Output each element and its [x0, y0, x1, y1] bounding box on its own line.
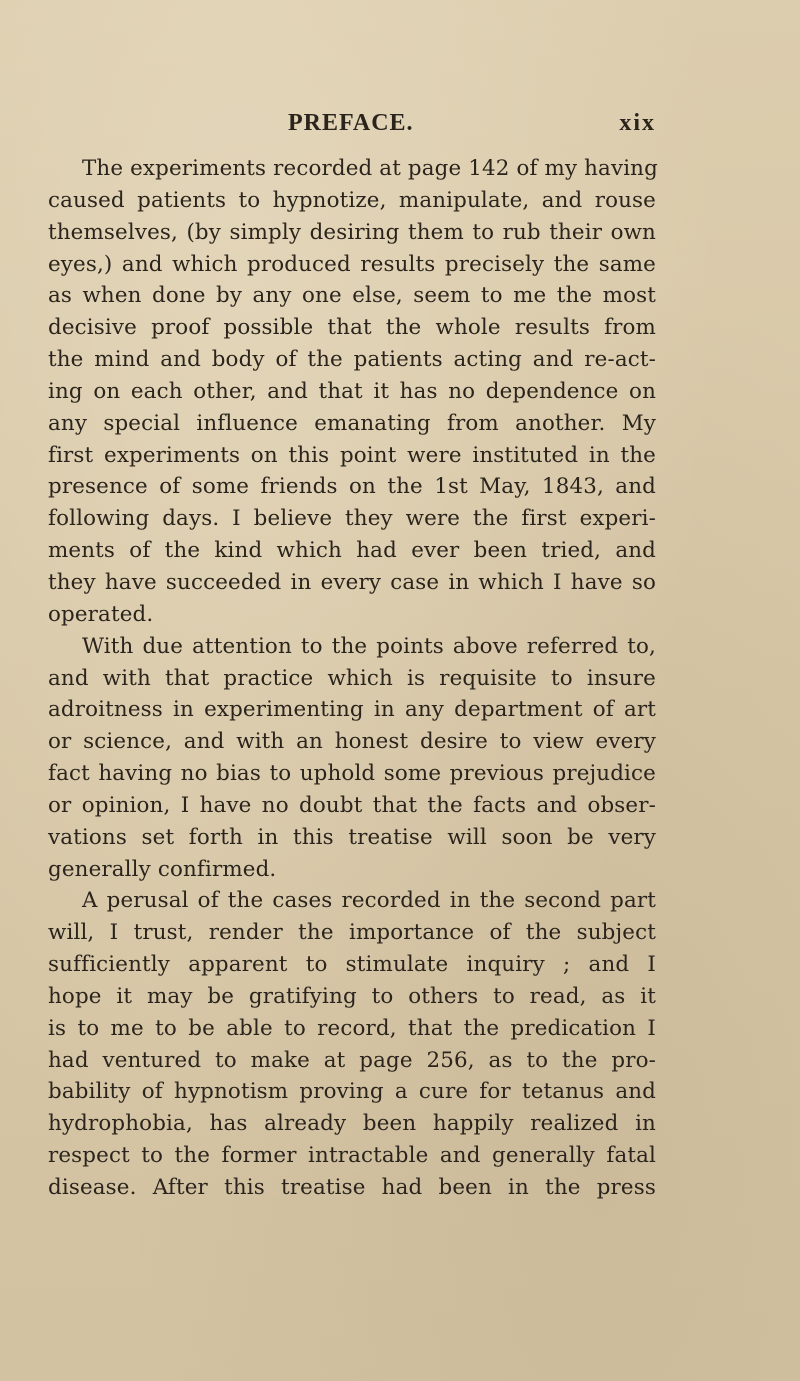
- body-text: [48, 153, 656, 1204]
- text-line: vations set forth in this treatise will soon be very: [48, 824, 656, 850]
- text-line: or science, and with an honest desire to view every: [48, 729, 656, 755]
- running-head: PREFACE.: [288, 110, 414, 136]
- text-line: ments of the kind which had ever been tried, and: [48, 538, 656, 564]
- text-line: they have succeeded in every case in which I have so: [48, 569, 656, 595]
- text-line: disease. After this treatise had been in the press: [48, 1175, 656, 1200]
- text-line: With due attention to the points above referred to,: [82, 633, 656, 659]
- text-line: following days. I believe they were the first experi-: [48, 506, 656, 532]
- text-line: as when done by any one else, seem to me the most: [48, 283, 656, 309]
- text-line: fact having no bias to uphold some previous prejudice: [48, 761, 656, 787]
- text-line: ing on each other, and that it has no dependence on: [48, 378, 656, 404]
- text-line: generally confirmed.: [48, 856, 277, 882]
- text-line: The experiments recorded at page 142 of my having: [82, 156, 658, 181]
- text-line: decisive proof possible that the whole results from: [48, 315, 656, 341]
- text-line: themselves, (by simply desiring them to rub their own: [48, 219, 656, 245]
- text-line: bability of hypnotism proving a cure for tetanus and: [48, 1079, 656, 1105]
- page-header: [48, 106, 656, 140]
- text-line: and with that practice which is requisite to insure: [48, 665, 656, 691]
- text-line: or opinion, I have no doubt that the facts and obser-: [48, 792, 656, 818]
- text-line: the mind and body of the patients acting and re-act-: [48, 347, 656, 373]
- text-line: A perusal of the cases recorded in the second part: [82, 888, 656, 914]
- page-number: xix: [619, 110, 656, 136]
- text-line: adroitness in experimenting in any department of art: [48, 697, 656, 723]
- text-line: eyes,) and which produced results precisely the same: [48, 251, 656, 277]
- text-line: sufficiently apparent to stimulate inquiry ; and I: [48, 952, 656, 978]
- text-line: any special influence emanating from another. My: [48, 410, 656, 436]
- text-line: hope it may be gratifying to others to read, as it: [48, 983, 656, 1009]
- text-line: first experiments on this point were instituted in the: [48, 442, 656, 468]
- text-line: will, I trust, render the importance of the subject: [48, 920, 656, 946]
- text-line: had ventured to make at page 256, as to the pro-: [48, 1047, 656, 1073]
- text-line: caused patients to hypnotize, manipulate, and rouse: [48, 187, 656, 213]
- text-line: is to me to be able to record, that the predication I: [48, 1015, 656, 1041]
- text-line: hydrophobia, has already been happily realized in: [48, 1111, 656, 1137]
- text-line: respect to the former intractable and generally fatal: [48, 1143, 656, 1169]
- text-line: operated.: [48, 601, 154, 627]
- text-line: presence of some friends on the 1st May, 1843, and: [48, 474, 656, 500]
